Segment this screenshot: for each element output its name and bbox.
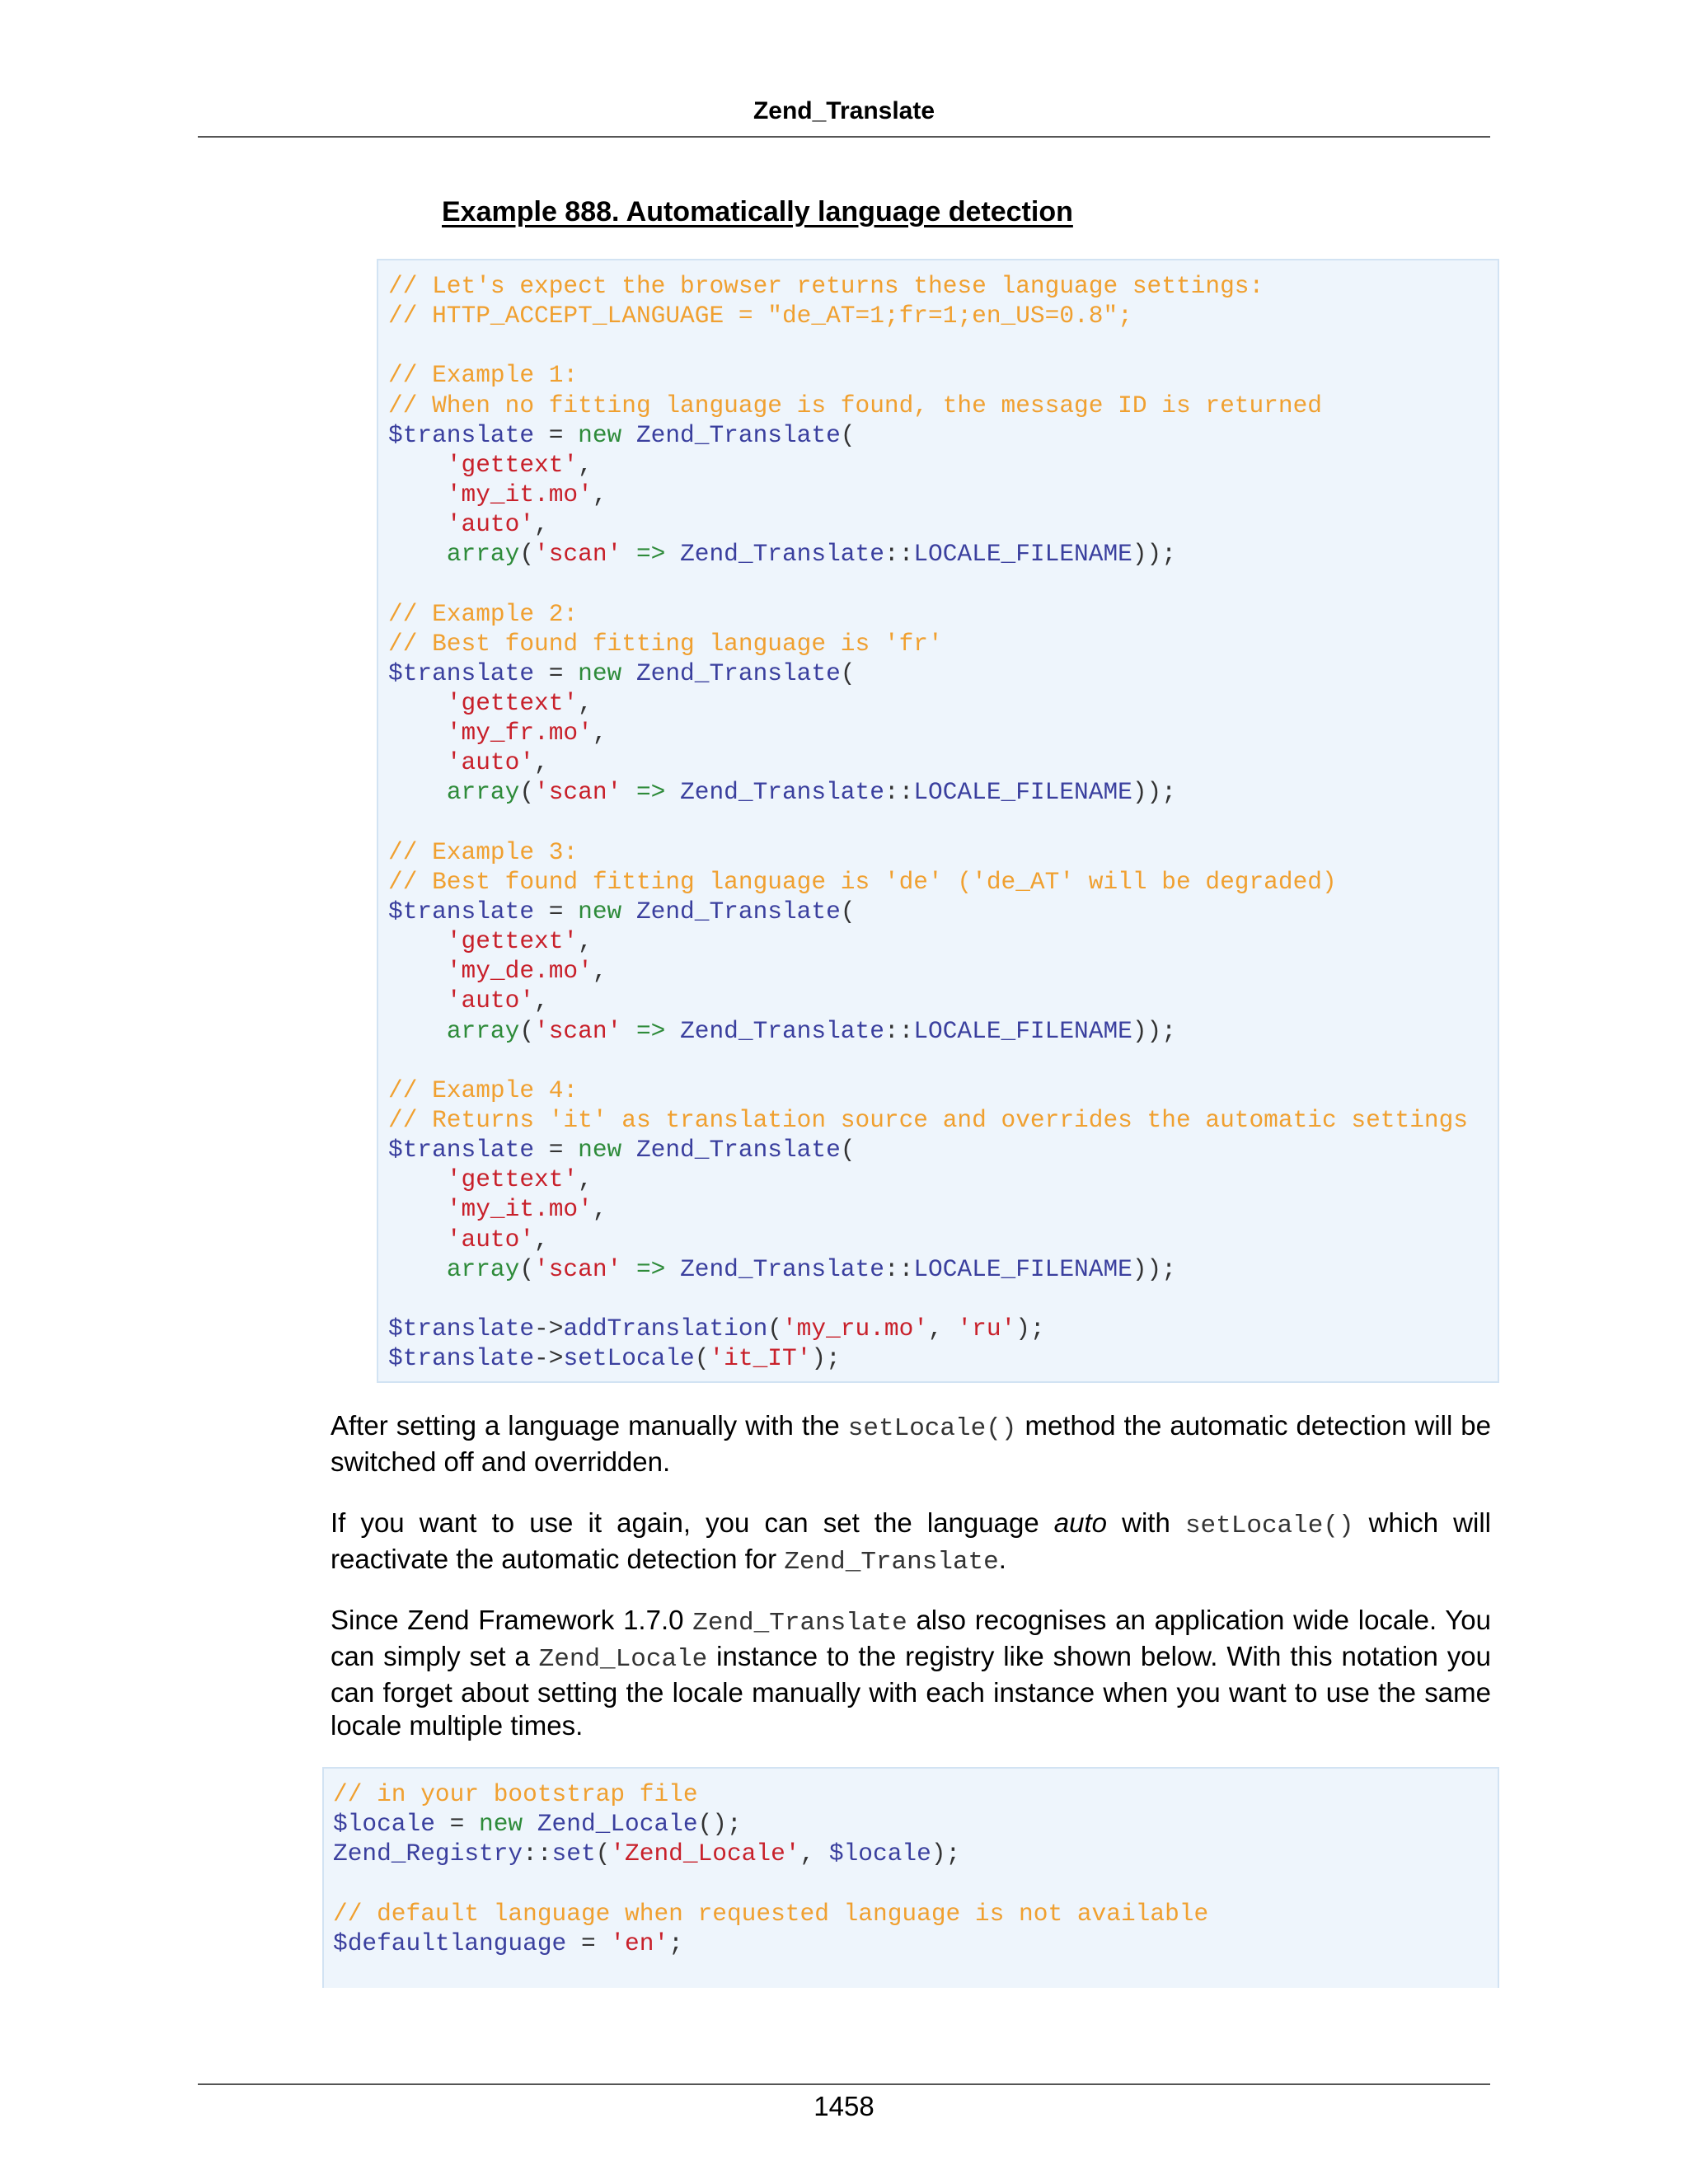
code-line [388,867,1498,897]
code-token: 'it_IT' [709,1344,812,1373]
code-token [388,1017,447,1045]
paragraph-text: If you want to use it again, you can set the language [331,1507,1054,1538]
code-line [388,808,1498,837]
code-token: , [592,719,607,748]
code-token: :: [884,1254,914,1283]
code-token: => [635,778,666,807]
code-token: => [635,540,666,569]
code-token [388,1195,447,1223]
inline-code: Zend_Translate [692,1609,907,1638]
code-token: new [578,897,622,926]
code-token: $locale [828,1840,931,1868]
code-token: 'gettext' [446,1165,579,1194]
code-token: new [479,1810,523,1839]
code-line [388,1314,1498,1343]
code-token: Zend_Translate [635,420,841,449]
code-token: // Best found fitting language is 'de' ('de_AT' will be degraded) [388,867,1337,896]
code-token: = [566,1929,611,1957]
code-token: ); [1015,1314,1045,1343]
paragraph-text: After setting a language manually with the [331,1410,848,1441]
code-token: 'my_de.mo' [446,957,593,986]
code-token: 'en' [610,1929,669,1957]
code-token: $translate [388,1314,535,1343]
code-token: )); [1132,1254,1176,1283]
code-line [333,1899,1498,1929]
code-token: ( [519,778,535,807]
code-token: 'my_fr.mo' [446,719,593,748]
code-token: array [446,1016,520,1045]
code-token: array [446,1254,520,1283]
code-token: ); [931,1840,961,1868]
code-token: // Let's expect the browser returns these language settings: [388,272,1264,300]
code-token: :: [884,540,914,569]
code-line [388,1016,1498,1046]
code-token [388,778,447,806]
code-token: array [446,540,520,569]
code-line [388,1194,1498,1224]
code-token [388,1255,447,1283]
code-token: Zend_Translate [635,658,841,687]
code-token: 'my_it.mo' [446,480,593,509]
code-line [388,1076,1498,1105]
code-token: // Returns 'it' as translation source and overrides the automatic settings [388,1105,1469,1134]
code-token: LOCALE_FILENAME [913,1254,1132,1283]
code-token: (); [697,1810,742,1839]
code-line [388,539,1498,569]
code-token: = [534,897,579,926]
code-token: , [578,450,593,479]
code-token [388,927,447,955]
code-token: // When no fitting language is found, the message ID is returned [388,391,1322,419]
code-token: LOCALE_FILENAME [913,778,1132,807]
code-token: = [534,420,579,449]
code-line [388,569,1498,598]
code-token [621,1017,636,1045]
code-token: ( [840,897,856,926]
code-block-bootstrap [322,1767,1499,1988]
code-line [333,1779,1498,1809]
paragraph-text: which will reactivate the automatic detection for [331,1507,1491,1574]
paragraph-text: method the automatic detection will be switched off and overridden. [331,1410,1491,1477]
code-token: // Example 1: [388,361,579,390]
code-line [388,658,1498,688]
code-token [665,1255,680,1283]
code-token: $defaultlanguage [333,1929,567,1957]
code-token: setLocale [563,1344,695,1373]
paragraph-setlocale [331,1409,1491,1479]
code-token [621,659,636,687]
code-token: Zend_Translate [680,540,884,569]
running-header-title: Zend_Translate [753,97,935,124]
code-token: // default language when requested language is not available [333,1899,1209,1928]
code-line [333,1868,1498,1898]
code-token: // Example 2: [388,599,579,628]
code-token: Zend_Locale [537,1810,698,1839]
code-block-example [377,259,1499,1383]
code-line [388,1165,1498,1194]
page-number: 1458 [814,2091,874,2121]
code-token: 'my_it.mo' [446,1195,593,1224]
code-line [388,1135,1498,1165]
code-token: ( [840,1136,856,1165]
code-token: 'my_ru.mo' [781,1314,929,1343]
code-token [665,778,680,806]
footer-rule [198,2083,1490,2085]
code-line [388,986,1498,1015]
code-token: ( [519,540,535,569]
code-token: 'gettext' [446,927,579,956]
example-title: Example 888. Automatically language detection [442,196,1073,227]
code-token: set [551,1840,596,1868]
code-token [388,1226,447,1254]
code-token [621,778,636,806]
code-token: = [534,658,579,687]
code-token [388,957,447,985]
code-line [388,271,1498,301]
paragraph-text: . [998,1544,1006,1574]
code-line [388,360,1498,390]
code-token [388,510,447,538]
inline-code: Zend_Translate [784,1548,999,1577]
code-line [388,777,1498,807]
code-token: 'scan' [534,778,622,807]
code-token: , [534,1225,549,1254]
code-token [388,1165,447,1193]
code-token: ( [519,1254,535,1283]
code-line [388,330,1498,360]
code-token: )); [1132,540,1176,569]
code-token: 'auto' [446,510,535,539]
code-line [388,926,1498,956]
code-token: 'gettext' [446,688,579,717]
code-line [333,1839,1498,1868]
code-token: // in your bootstrap file [333,1780,698,1808]
code-token: ( [767,1314,782,1343]
inline-code: setLocale() [1184,1511,1354,1540]
code-token [665,540,680,568]
code-token: , [534,510,549,539]
code-token: new [578,1136,622,1165]
paragraph-application-locale [331,1604,1491,1742]
code-token [621,421,636,449]
code-line [388,1254,1498,1284]
code-token: Zend_Translate [635,1136,841,1165]
code-token: , [799,1840,829,1868]
code-token [523,1810,537,1838]
code-line [388,1046,1498,1076]
code-token: => [635,1254,666,1283]
code-token [388,689,447,717]
code-token: Zend_Translate [680,1254,884,1283]
code-token: Zend_Translate [680,778,884,807]
code-line [388,509,1498,539]
emphasis-text: auto [1053,1507,1108,1538]
code-token: 'ru' [957,1314,1016,1343]
code-line [333,1809,1498,1839]
code-token: Zend_Translate [635,897,841,926]
code-token: new [578,658,622,687]
code-token: , [592,957,607,986]
code-line [388,450,1498,480]
code-token: 'auto' [446,987,535,1015]
code-token [621,898,636,926]
code-token: )); [1132,778,1176,807]
code-line [388,420,1498,450]
code-token: $translate [388,897,535,926]
code-token: , [928,1314,958,1343]
code-line [388,1284,1498,1314]
paragraph-text: Since Zend Framework 1.7.0 [331,1605,693,1635]
code-line [388,897,1498,926]
code-token [388,540,447,568]
code-line [388,1343,1498,1373]
code-token: :: [523,1840,552,1868]
code-line [388,718,1498,748]
code-token: // Best found fitting language is 'fr' [388,629,943,658]
code-token: 'auto' [446,1225,535,1254]
code-line [388,837,1498,867]
header-rule [198,136,1490,138]
code-token: LOCALE_FILENAME [913,1016,1132,1045]
code-token: // Example 3: [388,837,579,866]
code-token: $locale [333,1810,435,1839]
code-token [388,748,447,776]
code-line [388,629,1498,658]
code-line [388,391,1498,420]
code-token: , [592,1195,607,1224]
code-token: ( [840,658,856,687]
code-token: array [446,778,520,807]
paragraph-text: with [1107,1507,1185,1538]
code-token: , [578,927,593,956]
code-token: $translate [388,1136,535,1165]
code-token: ( [595,1840,611,1868]
code-line [388,688,1498,718]
paragraph-text: instance to the registry like shown below. With this notation you can forget about setting the locale manually with each instance when you want to use the same locale multiple times. [331,1641,1491,1741]
code-line [388,1225,1498,1254]
paragraph-reactivate [331,1507,1491,1579]
code-token: :: [884,1016,914,1045]
code-token [621,1136,636,1164]
inline-code: setLocale() [847,1414,1017,1443]
code-token: ( [519,1016,535,1045]
code-token: :: [884,778,914,807]
code-token: , [534,748,549,777]
code-token: , [534,987,549,1015]
code-token: ); [811,1344,841,1373]
code-token [388,719,447,747]
code-token: Zend_Translate [680,1016,884,1045]
code-token: // Example 4: [388,1076,579,1104]
code-token [665,1017,680,1045]
code-token: = [434,1810,480,1839]
code-token: addTranslation [563,1314,768,1343]
inline-code: Zend_Locale [538,1645,708,1674]
code-token: 'auto' [446,748,535,777]
code-token [621,1255,636,1283]
code-token: ; [668,1929,683,1957]
code-token: 'scan' [534,540,622,569]
code-token: Zend_Registry [333,1840,523,1868]
code-token: ( [840,420,856,449]
code-token [621,540,636,568]
code-token: 'scan' [534,1254,622,1283]
code-token: -> [534,1344,564,1373]
code-token: , [592,480,607,509]
code-line [333,1929,1498,1958]
code-token: LOCALE_FILENAME [913,540,1132,569]
code-token [388,480,447,509]
code-token: , [578,1165,593,1194]
code-token: = [534,1136,579,1165]
code-token: new [578,420,622,449]
code-token: $translate [388,1344,535,1373]
code-line [388,599,1498,629]
code-token [388,451,447,479]
code-token: $translate [388,658,535,687]
code-token: ( [694,1344,710,1373]
code-token: 'scan' [534,1016,622,1045]
code-token: )); [1132,1016,1176,1045]
code-token: -> [534,1314,564,1343]
code-line [388,301,1498,330]
code-token: 'gettext' [446,450,579,479]
code-token [388,987,447,1015]
code-token: 'Zend_Locale' [610,1840,800,1868]
code-line [388,956,1498,986]
code-line [388,748,1498,777]
code-token: $translate [388,420,535,449]
paragraph-text: also recognises an application wide locale. You can simply set a [331,1605,1491,1671]
code-line [388,480,1498,509]
code-line [388,1105,1498,1135]
code-token: // HTTP_ACCEPT_LANGUAGE = "de_AT=1;fr=1;en_US=0.8"; [388,302,1132,330]
code-token: => [635,1016,666,1045]
code-token: , [578,688,593,717]
